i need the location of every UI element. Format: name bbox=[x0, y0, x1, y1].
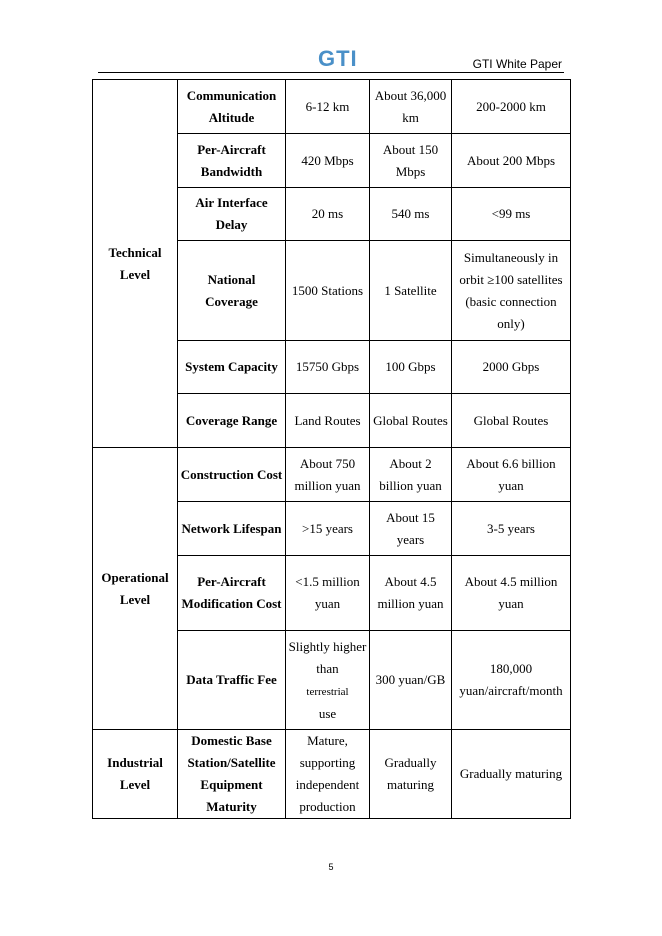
metric-label: Communication Altitude bbox=[178, 80, 286, 134]
table-cell: 15750 Gbps bbox=[286, 341, 370, 394]
table-cell: About 4.5 million yuan bbox=[370, 556, 452, 631]
table-cell: <1.5 million yuan bbox=[286, 556, 370, 631]
table-cell: 540 ms bbox=[370, 188, 452, 241]
table-cell: Global Routes bbox=[370, 394, 452, 448]
document-title: GTI White Paper bbox=[472, 57, 562, 71]
table-cell: Simultaneously in orbit ≥100 satellites (basic connection only) bbox=[452, 241, 571, 341]
table-cell: 180,000 yuan/aircraft/month bbox=[452, 631, 571, 730]
metric-label: Data Traffic Fee bbox=[178, 631, 286, 730]
cell-text: Slightly higher than bbox=[288, 638, 367, 676]
table-cell: About 200 Mbps bbox=[452, 134, 571, 188]
cell-text: terrestrial bbox=[306, 685, 349, 698]
table-cell: 6-12 km bbox=[286, 80, 370, 134]
table-cell: About 4.5 million yuan bbox=[452, 556, 571, 631]
table-cell: Mature, supporting independent production bbox=[286, 730, 370, 819]
table-cell: 1 Satellite bbox=[370, 241, 452, 341]
page-number: 5 bbox=[328, 862, 334, 872]
table-cell: >15 years bbox=[286, 502, 370, 556]
category-label: Industrial Level bbox=[93, 730, 178, 819]
metric-label: Domestic Base Station/Satellite Equipment Maturity bbox=[178, 730, 286, 819]
table-cell: 420 Mbps bbox=[286, 134, 370, 188]
metric-label: Network Lifespan bbox=[178, 502, 286, 556]
table-cell: Land Routes bbox=[286, 394, 370, 448]
comparison-table bbox=[92, 79, 571, 819]
table-row bbox=[93, 448, 571, 502]
metric-label: Per-Aircraft Modification Cost bbox=[178, 556, 286, 631]
table-cell: Gradually maturing bbox=[370, 730, 452, 819]
table-cell: Global Routes bbox=[452, 394, 571, 448]
table-cell: About 2 billion yuan bbox=[370, 448, 452, 502]
table-cell: Gradually maturing bbox=[452, 730, 571, 819]
category-label: Technical Level bbox=[93, 80, 178, 448]
table-cell: About 750 million yuan bbox=[286, 448, 370, 502]
category-label: Operational Level bbox=[93, 448, 178, 730]
header-divider bbox=[98, 72, 564, 73]
table-cell: <99 ms bbox=[452, 188, 571, 241]
metric-label: National Coverage bbox=[178, 241, 286, 341]
metric-label: Air Interface Delay bbox=[178, 188, 286, 241]
table-row bbox=[93, 730, 571, 819]
metric-label: Coverage Range bbox=[178, 394, 286, 448]
table-cell: 200-2000 km bbox=[452, 80, 571, 134]
gti-logo: GTI bbox=[318, 46, 358, 71]
table-cell bbox=[286, 631, 370, 730]
table-row bbox=[93, 80, 571, 134]
table-cell: 100 Gbps bbox=[370, 341, 452, 394]
table-cell: 2000 Gbps bbox=[452, 341, 571, 394]
table-cell: About 6.6 billion yuan bbox=[452, 448, 571, 502]
cell-text: use bbox=[318, 705, 337, 721]
table-cell: 1500 Stations bbox=[286, 241, 370, 341]
table-cell: 300 yuan/GB bbox=[370, 631, 452, 730]
metric-label: Construction Cost bbox=[178, 448, 286, 502]
table-cell: 3-5 years bbox=[452, 502, 571, 556]
table-cell: About 36,000 km bbox=[370, 80, 452, 134]
table-cell: About 150 Mbps bbox=[370, 134, 452, 188]
metric-label: System Capacity bbox=[178, 341, 286, 394]
table-cell: About 15 years bbox=[370, 502, 452, 556]
metric-label: Per-Aircraft Bandwidth bbox=[178, 134, 286, 188]
table-cell: 20 ms bbox=[286, 188, 370, 241]
